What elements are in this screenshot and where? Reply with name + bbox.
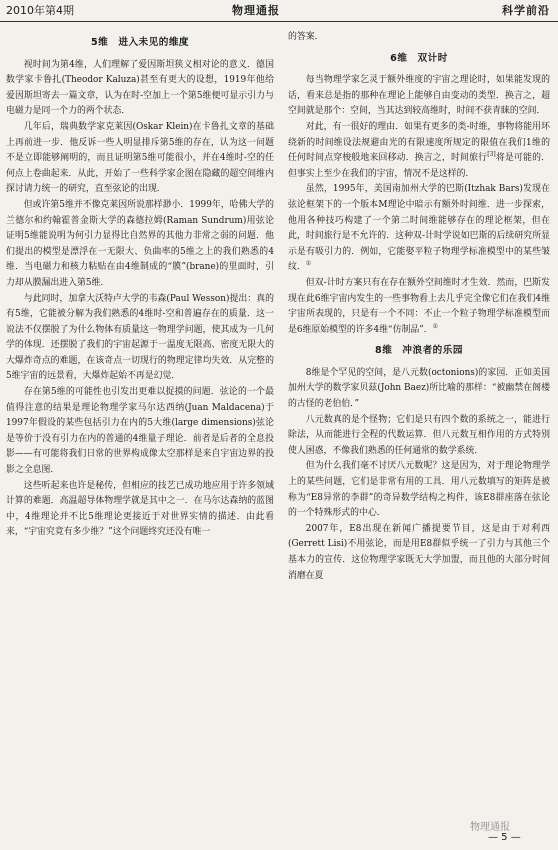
- paragraph: 存在第5维的可能性也引发出更难以捉摸的问题．弦论的一个最值得注意的结果是理论物理学家马尔达西纳(Juan Maldacena)于1997年假设的某些包括引力在内的5大维(large dimensions)弦论是等价于没有引力在内的普通的4维量子理论．前者是后者的全息投影——有可能将我们日常的世界构成像太空那样是来自宇宙边界的投影之全息图．: [6, 387, 274, 476]
- paragraph-text: 虽然，1995年，美国南加州大学的巴斯(Itzhak Bars)发现在弦论框架下的一个版本M理论中暗示有额外时间维．进一步探索，他用各种技巧构建了一个第二时间维能够存在的理论框架，但在此，时间旅行是不允许的．这种双-计时学说如巴斯的后续研究所显示是有吸引力的．例如，它能娶平粒子物理学标准模型中的某些皱纹．: [288, 184, 550, 273]
- paragraph-text: 对此，有一很好的理由．如果有更多的类-时维，事物将能用环绕新的时间维设法规避由光的有限速度所规定的限值在我们1维的任何时间点穿梭般地来回移动．换言之，时间旅行: [288, 121, 550, 164]
- running-header: [0, 0, 558, 22]
- section-heading-8d: 8维 冲浪者的乐园: [375, 345, 463, 357]
- right-column: [288, 30, 550, 584]
- footnote-mark: ①: [432, 322, 439, 330]
- issue-label: 2010年第4期: [6, 4, 74, 17]
- paragraph: 与此同时，加拿大沃特卢大学的韦森(Paul Wesson)提出：真的有5维，它能被分解为我们熟悉的4维时-空和普遍存在的质量．这一说法不仅摆脱了为什么物体有质量这一物理学问题，使其成为一几何学的体现．还摆脱了我们的宇宙起源于一温度无限高、密度无限大的大爆炸奇点的难题，在该奇点一切现行的物理定律均失效．从完整的5维宇宙的远景看，大爆炸起始不再是幻觉．: [6, 293, 274, 382]
- paragraph: 视时间为第4维，人们理解了爱因斯坦狭义相对论的意义．德国数学家卡鲁扎(Theodor Kaluza)甚至有更大的设想，1919年他给爱因斯坦寄去一篇文章，认为在时-空加上一个第5维便可显示引力与电磁力是同一个力的两个状态．: [6, 59, 274, 117]
- citation-mark: [3]: [487, 151, 496, 159]
- paragraph: 但为什么我们毫不讨厌八元数呢？这是因为，对于理论物理学上的某些问题，它们是非常有用的工具．用八元数填写的矩阵是被称为“E8异常的李群”的奇异数学结构之构件，该E8群座落在弦论的一个特殊形式的中心．: [288, 461, 550, 519]
- paragraph: 8维是个罕见的空间，是八元数(octonions)的家园．正如美国加州大学的数学家贝兹(John Baez)所比喻的那样：“被幽禁在阁楼的古怪的老伯伯．”: [288, 367, 550, 410]
- paragraph-text: 将是可能的．但事实上至少在我们的宇宙，情况不是这样的．: [288, 153, 551, 179]
- paragraph-text: 但双-计时方案只有在存在额外空间维时才生效．然而，巴斯发现在此6维宇宙内发生的一些事物看上去几乎完全像它们在我们4维宇宙所表现的，只是有一个不同：不止一个粒子物理学标准模型而是6维原始模型的许多4维“仿制品”．: [288, 277, 550, 335]
- paragraph: [288, 120, 550, 182]
- section-heading-6d: 6维 双计时: [390, 52, 448, 64]
- journal-title: 物理通报: [232, 4, 280, 17]
- paragraph: 每当物理学家乞灵于额外维度的宇宙之理论时，如果能发现的话，看来总是指的那种在理论上能够自由变动的类型．换言之，超空间就是那个：空间，当其达到较高维时，时间不获青睐的空间．: [288, 75, 550, 117]
- section-heading-5d: 5维 进入未见的维度: [90, 37, 190, 48]
- left-column: [6, 30, 274, 541]
- paragraph: 几年后，瑞典数学家克莱因(Oskar Klein)在卡鲁扎文章的基础上再前进一步．他反诉一些人明显排斥第5维的存在，认为这一问题不是立即能够阐明的，而且证明第5维可能很小，并在4维时-空的任何点上卷曲起来．从此，开始了一些科学家企图在隐藏的超空间维内探讨请力统一的研究，直至弦论的出现．: [6, 121, 274, 195]
- page-number: — 5 —: [488, 832, 521, 843]
- section-label: 科学前沿: [502, 4, 550, 17]
- watermark: 物理通报: [470, 822, 510, 833]
- paragraph: [288, 182, 550, 276]
- paragraph: 2007年，E8出现在新闻广播提要节目，这是由于对利西(Gerrett Lisi)不用弦论，而是用E8群似乎统一了引力与其他三个基本力的宣传．这位物理学家既无大学加盟，而且他的大部分时间消磨在夏: [288, 523, 550, 581]
- paragraph: 但或许第5维并不像克莱因所说那样渺小．1999年，哈佛大学的兰德尔和约翰霍普金斯大学的森德拉姆(Raman Sundrum)用弦论证明5维能说明为何引力显得比自然界的其他力非常之弱的问题．他们提出的模型是漂浮在一无限大、负曲率的5维之上的我们熟悉的4维．当电磁力和核力粘贴在由4维制成的“膜”(brane)的里面时，引力却从膜漏出进入第5维．: [6, 199, 274, 288]
- paragraph: 八元数真的是个怪物；它们是只有四个数的系统之一，能进行除法，从而能进行全程的代数运算．但八元数互相作用的方式特别使人困惑，不像我们熟悉的任何通常的数学系统．: [288, 414, 550, 456]
- continued-text: 的答案．: [288, 32, 324, 42]
- paragraph: 这些听起来也许是秘传，但相应的技艺已成功地应用于许多领域计算的难题．高温超导体物理学就是其中之一．在马尔达森纳的蓝图中，4维理论并不比5维理论更接近于对世界实情的描述．由此看来，“宇宙究竟有多少维？”这个问题终究还没有唯一: [6, 480, 274, 538]
- paragraph: [288, 276, 550, 338]
- footnote-mark: ①: [305, 260, 312, 268]
